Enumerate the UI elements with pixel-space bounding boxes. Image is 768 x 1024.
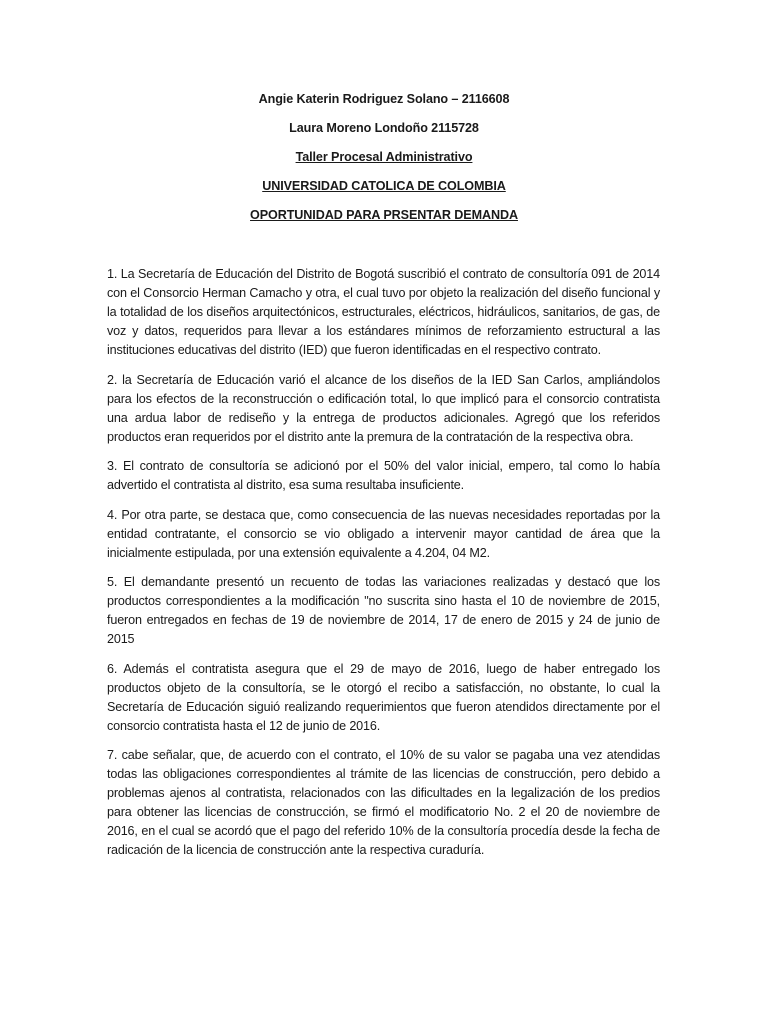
paragraph-3: 3. El contrato de consultoría se adicionó por el 50% del valor inicial, empero, tal como lo había advertido el contratista al distrito, esa suma resultaba insuficiente.: [107, 459, 660, 492]
paragraph-1: 1. La Secretaría de Educación del Distrito de Bogotá suscribió el contrato de consultoría 091 de 2014 con el Consorcio Herman Camacho y otra, el cual tuvo por objeto la realización del diseño funcional y la totalidad de los diseños arquitectónicos, estructurales, eléctricos, hidráulicos, sanitarios, de gas, de voz y datos, requeridos para llevar a los estándares mínimos de reforzamiento estructural a las instituciones educativas del distrito (IED) que fueron identificadas en el respectivo contrato.: [107, 267, 660, 357]
author-1: Angie Katerin Rodriguez Solano – 2116608: [258, 92, 510, 106]
document-header: [0, 91, 768, 236]
paragraph-4: 4. Por otra parte, se destaca que, como consecuencia de las nuevas necesidades reportadas por la entidad contratante, el consorcio se vio obligado a intervenir mayor cantidad de área que la inicialmente estipulada, por una extensión equivalente a 4.204, 04 M2.: [107, 507, 660, 560]
author-2: Laura Moreno Londoño 2115728: [289, 121, 479, 135]
course-name: Taller Procesal Administrativo: [295, 150, 473, 164]
document-title: OPORTUNIDAD PARA PRSENTAR DEMANDA: [250, 208, 518, 222]
university-name: UNIVERSIDAD CATOLICA DE COLOMBIA: [262, 179, 506, 193]
paragraph-7: 7. cabe señalar, que, de acuerdo con el contrato, el 10% de su valor se pagaba una vez atendidas todas las obligaciones correspondientes al trámite de las licencias de construcción, pero debido a problemas ajenos al contratista, relacionados con las dificultades en la legalización de los predios para obtener las licencias de construcción, se firmó el modificatorio No. 2 el 20 de noviembre de 2016, en el cual se acordó que el pago del referido 10% de la consultoría procedía desde la fecha de radicación de la licencia de construcción ante la respectiva curaduría.: [107, 748, 660, 857]
paragraph-5: 5. El demandante presentó un recuento de todas las variaciones realizadas y destacó que los productos correspondientes a la modificación "no suscrita sino hasta el 10 de noviembre de 2015, fueron entregados en fechas de 19 de noviembre de 2014, 17 de enero de 2015 y 24 de junio de 2015: [107, 575, 660, 646]
document-body: [107, 265, 660, 871]
paragraph-2: 2. la Secretaría de Educación varió el alcance de los diseños de la IED San Carlos, ampliándolos para los efectos de la reconstrucción o edificación total, lo que implicó para el consorcio contratista una ardua labor de rediseño y la entrega de productos adicionales. Agregó que los referidos productos eran requeridos por el distrito ante la premura de la contratación de la respectiva obra.: [107, 372, 660, 444]
paragraph-6: 6. Además el contratista asegura que el 29 de mayo de 2016, luego de haber entregado los productos objeto de la consultoría, se le otorgó el recibo a satisfacción, no obstante, lo cual la Secretaría de Educación siguió realizando requerimientos que fueron atendidos directamente por el consorcio contratista hasta el 12 de junio de 2016.: [107, 661, 660, 733]
